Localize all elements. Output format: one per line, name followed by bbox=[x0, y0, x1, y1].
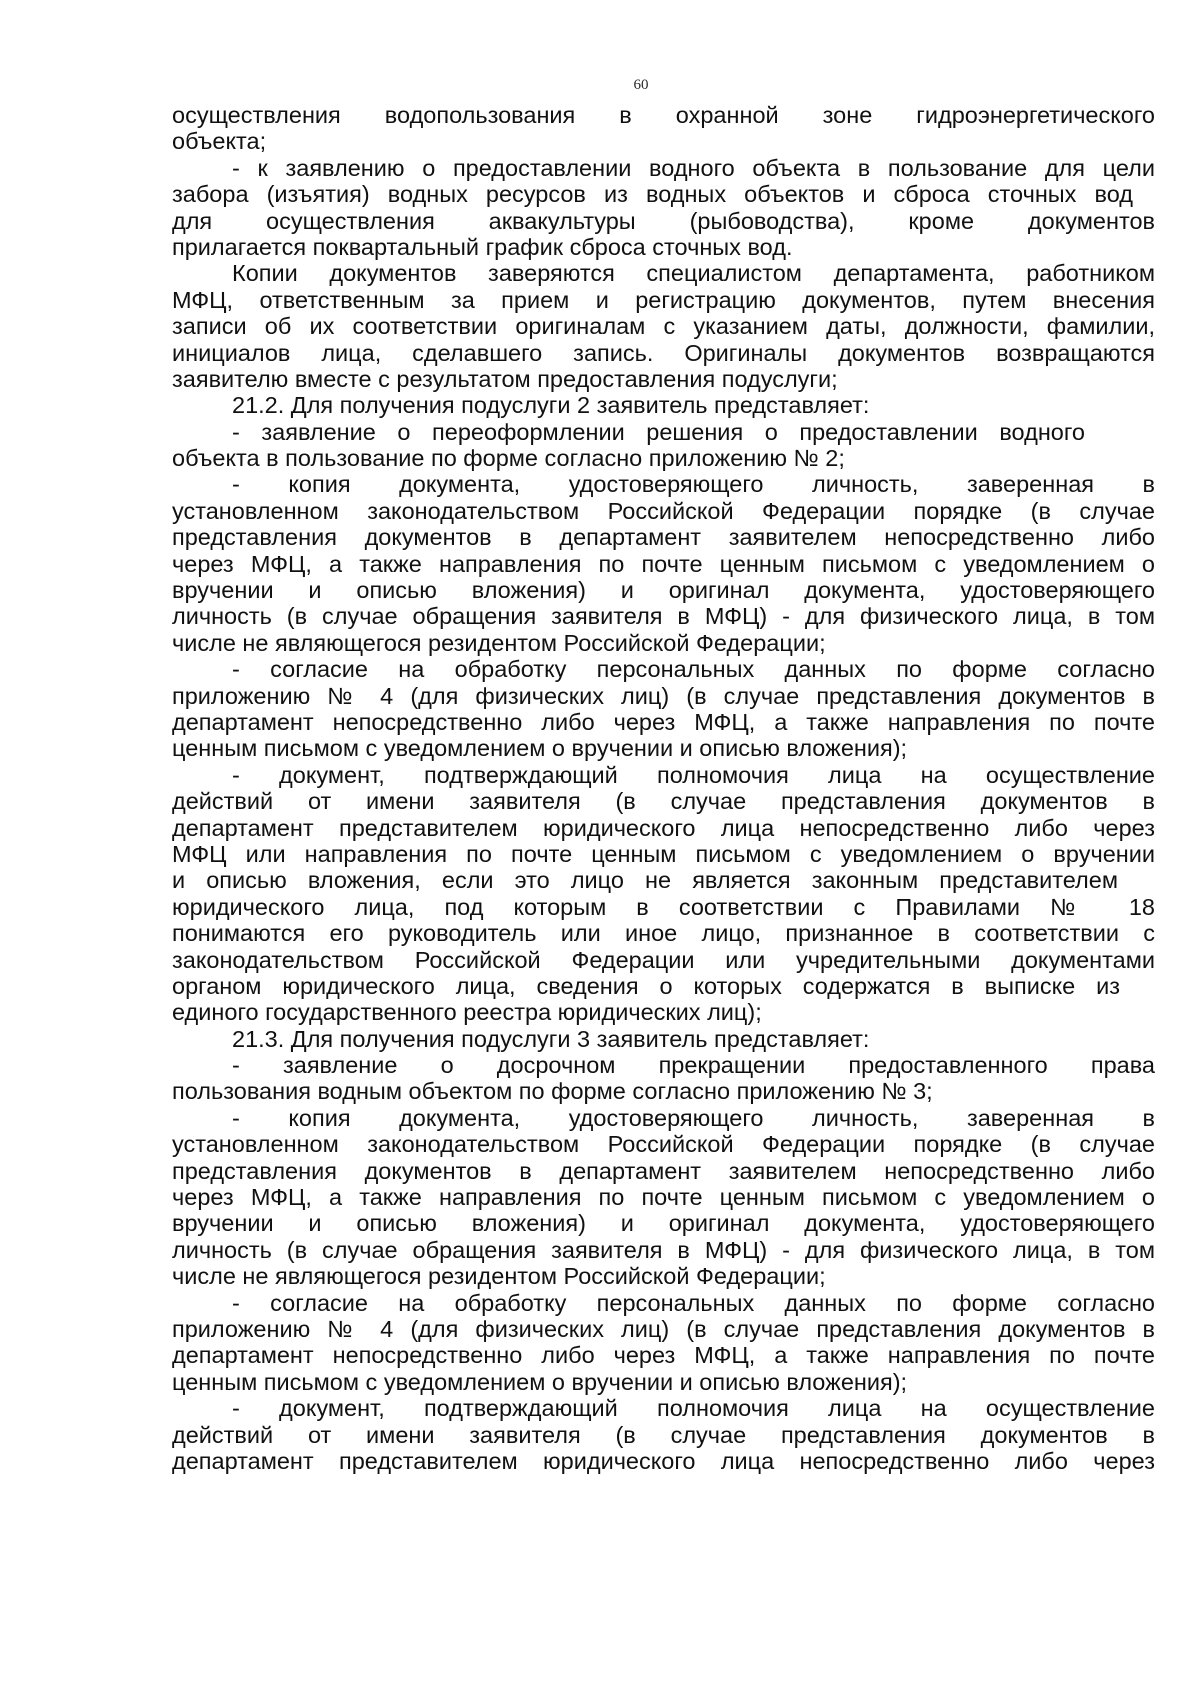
page-number: 60 bbox=[633, 77, 649, 93]
text-line: - согласие на обработку персональных данных по форме согласно bbox=[232, 1289, 1155, 1316]
paragraph bbox=[172, 1052, 1155, 1105]
paragraph bbox=[172, 1395, 1155, 1474]
paragraph bbox=[172, 1105, 1155, 1290]
text-line: осуществления водопользования в охранной зоне гидроэнергетического bbox=[172, 102, 1155, 128]
text-line: установленном законодательством Российской Федерации порядке (в случае bbox=[172, 1131, 1155, 1158]
paragraph bbox=[172, 471, 1155, 656]
text-line: установленном законодательством Российской Федерации порядке (в случае bbox=[172, 497, 1155, 524]
text-line: записи об их соответствии оригиналам с указанием даты, должности, фамилии, bbox=[172, 313, 1155, 340]
text-line: юридического лица, под которым в соответствии с Правилами № 18 bbox=[172, 893, 1155, 920]
paragraph bbox=[172, 155, 1155, 261]
text-line: МФЦ, ответственным за прием и регистрацию документов, путем внесения bbox=[172, 286, 1155, 313]
text-line: действий от имени заявителя (в случае представления документов в bbox=[172, 788, 1155, 815]
text-line: личность (в случае обращения заявителя в МФЦ) - для физического лица, в том bbox=[172, 1236, 1155, 1263]
text-line: приложению № 4 (для физических лиц) (в случае представления документов в bbox=[172, 682, 1155, 709]
text-line: понимаются его руководитель или иное лицо, признанное в соответствии с bbox=[172, 920, 1155, 947]
text-line: прилагается поквартальный график сброса сточных вод. bbox=[172, 233, 793, 260]
text-line: - заявление о переоформлении решения о предоставлении водного bbox=[232, 418, 1085, 445]
document-body bbox=[172, 102, 1155, 1474]
text-line: числе не являющегося резидентом Российской Федерации; bbox=[172, 1263, 826, 1290]
text-line: - документ, подтверждающий полномочия лица на осуществление bbox=[232, 1395, 1155, 1422]
text-line: департамент непосредственно либо через МФЦ, а также направления по почте bbox=[172, 708, 1155, 735]
text-line: забора (изъятия) водных ресурсов из водных объектов и сброса сточных вод bbox=[172, 181, 1133, 208]
text-line: департамент непосредственно либо через МФЦ, а также направления по почте bbox=[172, 1342, 1155, 1369]
paragraph bbox=[172, 762, 1155, 1026]
text-line: законодательством Российской Федерации или учредительными документами bbox=[172, 946, 1155, 973]
text-line: объекта; bbox=[172, 128, 267, 155]
text-line: представления документов в департамент заявителем непосредственно либо bbox=[172, 524, 1155, 551]
text-line: пользования водным объектом по форме согласно приложению № 3; bbox=[172, 1078, 933, 1105]
paragraph bbox=[172, 392, 1155, 418]
paragraph bbox=[172, 656, 1155, 762]
text-line: - копия документа, удостоверяющего личность, заверенная в bbox=[232, 471, 1155, 498]
text-line: - к заявлению о предоставлении водного объекта в пользование для цели bbox=[232, 154, 1155, 181]
paragraph bbox=[172, 1026, 1155, 1052]
text-line: инициалов лица, сделавшего запись. Оригиналы документов возвращаются bbox=[172, 339, 1155, 366]
text-line: - копия документа, удостоверяющего личность, заверенная в bbox=[232, 1104, 1155, 1131]
text-line: - заявление о досрочном прекращении предоставленного права bbox=[232, 1052, 1155, 1079]
text-line: и описью вложения, если это лицо не является законным представителем bbox=[172, 867, 1118, 894]
text-line: департамент представителем юридического лица непосредственно либо через bbox=[172, 1447, 1155, 1474]
text-line: объекта в пользование по форме согласно приложению № 2; bbox=[172, 445, 845, 472]
text-line: через МФЦ, а также направления по почте ценным письмом с уведомлением о bbox=[172, 550, 1155, 577]
text-line: через МФЦ, а также направления по почте ценным письмом с уведомлением о bbox=[172, 1184, 1155, 1211]
text-line: заявителю вместе с результатом предоставления подуслуги; bbox=[172, 365, 838, 392]
section-heading-21-2: 21.2. Для получения подуслуги 2 заявитель представляет: bbox=[232, 392, 870, 419]
text-line: ценным письмом с уведомлением о вручении и описью вложения); bbox=[172, 735, 908, 762]
text-line: ценным письмом с уведомлением о вручении и описью вложения); bbox=[172, 1368, 908, 1395]
text-line: вручении и описью вложения) и оригинал документа, удостоверяющего bbox=[172, 577, 1155, 604]
text-line: - согласие на обработку персональных данных по форме согласно bbox=[232, 656, 1155, 683]
text-line: представления документов в департамент заявителем непосредственно либо bbox=[172, 1157, 1155, 1184]
text-line: для осуществления аквакультуры (рыбоводства), кроме документов bbox=[172, 207, 1155, 234]
text-line: единого государственного реестра юридических лиц); bbox=[172, 999, 762, 1026]
section-heading-21-3: 21.3. Для получения подуслуги 3 заявитель представляет: bbox=[232, 1025, 870, 1052]
text-line: департамент представителем юридического лица непосредственно либо через bbox=[172, 814, 1155, 841]
paragraph bbox=[172, 102, 1155, 155]
text-line: личность (в случае обращения заявителя в МФЦ) - для физического лица, в том bbox=[172, 603, 1155, 630]
paragraph bbox=[172, 260, 1155, 392]
paragraph bbox=[172, 419, 1155, 472]
text-line: действий от имени заявителя (в случае представления документов в bbox=[172, 1421, 1155, 1448]
paragraph bbox=[172, 1290, 1155, 1396]
text-line: органом юридического лица, сведения о которых содержатся в выписке из bbox=[172, 972, 1120, 999]
text-line: МФЦ или направления по почте ценным письмом с уведомлением о вручении bbox=[172, 840, 1155, 867]
text-line: числе не являющегося резидентом Российской Федерации; bbox=[172, 629, 826, 656]
text-line: - документ, подтверждающий полномочия лица на осуществление bbox=[232, 761, 1155, 788]
text-line: вручении и описью вложения) и оригинал документа, удостоверяющего bbox=[172, 1210, 1155, 1237]
text-line: приложению № 4 (для физических лиц) (в случае представления документов в bbox=[172, 1315, 1155, 1342]
text-line: Копии документов заверяются специалистом департамента, работником bbox=[232, 260, 1155, 287]
